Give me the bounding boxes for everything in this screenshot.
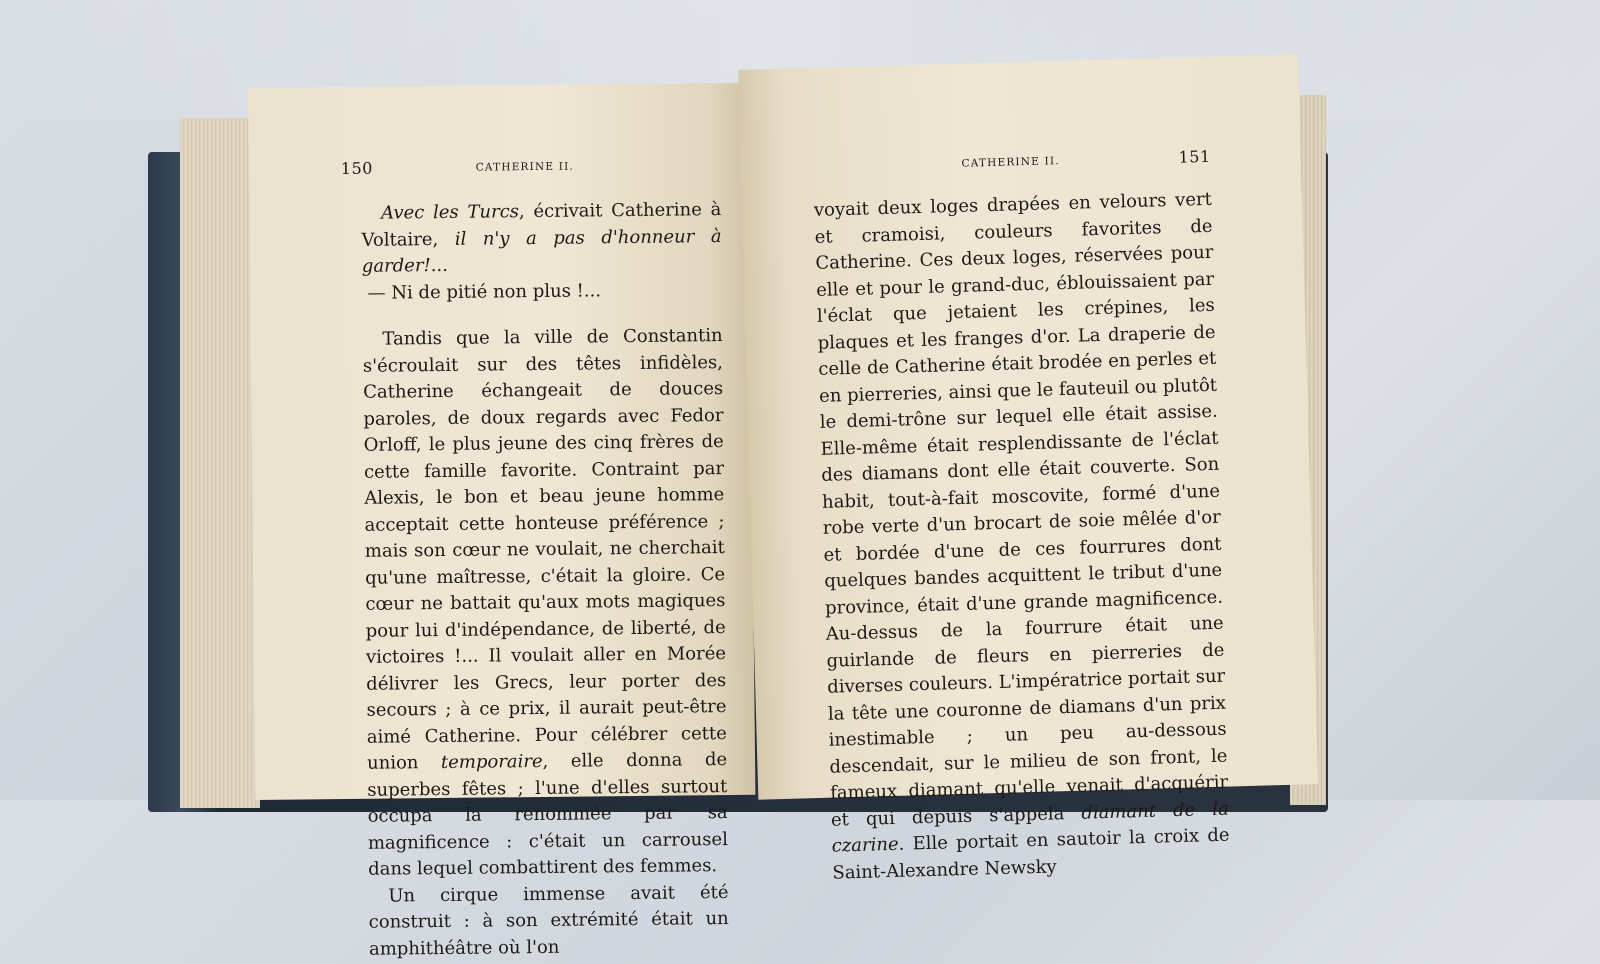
running-head: CATHERINE II. [961, 155, 1061, 170]
page-edges-left [180, 118, 260, 808]
text-run: voyait deux loges drapées en velours vert et cramoisi, couleurs favorites de Catherine. Ces deux loges, réservées pour elle et pour le grand-duc, éblouissaient par l'éclat que jetaient les crépines, les plaques et les franges d'or. La draperie de celle de Catherine était brodée en perles et en pierreries, ainsi que le fauteuil ou plutôt le demi-trône sur lequel elle était assise. Elle-même était resplendissante de l'éclat des diamans dont elle était couverte. Son habit, tout-à-fait moscovite, formé d'une robe verte d'un brocart de soie mêlée d'or et bordée d'une de ces fourrures dont quelques bandes acquittent le tribut d'une province, était d'une grande magnificence. Au-dessus de la fourrure était une guirlande de fleurs en pierreries de diverses couleurs. L'impératrice portait sur la tête une couronne de diamans d'un prix inestimable ; un peu au-dessous descendait, sur le milieu de son front, le fameux diamant qu'elle venait d'acquérir et qui depuis s'appela [813, 188, 1229, 831]
paragraph [363, 323, 729, 883]
paragraph [368, 880, 729, 963]
right-page-text [814, 187, 1231, 887]
italic-text: Avec les Turcs [381, 201, 520, 224]
italic-text: il n'y a pas d'honneur à garder! [361, 225, 722, 277]
text-run: — Ni de pitié non plus !... [367, 279, 602, 304]
text-run: , elle donna de superbes fêtes ; l'une d'elles surtout occupa la renommée par sa magnificence : c'était un carrousel dans lequel combattirent des femmes. [367, 749, 729, 880]
paragraph [814, 187, 1231, 887]
page-number: 150 [340, 158, 373, 179]
paragraph [361, 197, 722, 280]
text-run: Un cirque immense avait été construit : à son extrémité était un amphithéâtre où l'on [368, 881, 729, 960]
text-run: Tandis que la ville de Constantin s'écroulait sur des têtes infidèles, Catherine échangeait de douces paroles, de doux regards avec Fedor Orloff, le plus jeune des cinq frères de cette famille favorite. Contraint par Alexis, le bon et beau jeune homme acceptait cette honteuse préférence ; mais son cœur ne voulait, ne cherchait qu'une maîtresse, c'était la gloire. Ce cœur ne battait qu'aux mots magiques pour lui d'indépendance, de liberté, de victoires !... Il voulait aller en Morée délivrer les Grecs, leur porter des secours ; à ce prix, il aurait peut-être aimé Catherine. Pour célébrer cette union [362, 325, 727, 774]
running-head: CATHERINE II. [475, 160, 575, 174]
left-page-header [341, 155, 709, 183]
page-number: 151 [1178, 146, 1211, 167]
left-page [248, 83, 755, 960]
right-page-header [810, 147, 1211, 182]
italic-text: temporaire [440, 750, 543, 774]
text-run: . Elle portait en sautoir la croix de Saint-Alexandre Newsky [832, 824, 1230, 884]
italic-text: diamant de la czarine [831, 798, 1230, 857]
text-run: ... [430, 254, 449, 277]
text-run: , écrivait Catherine à Voltaire, [361, 199, 722, 251]
right-page [738, 54, 1318, 884]
left-page-text [361, 197, 729, 963]
paragraph [362, 277, 722, 307]
